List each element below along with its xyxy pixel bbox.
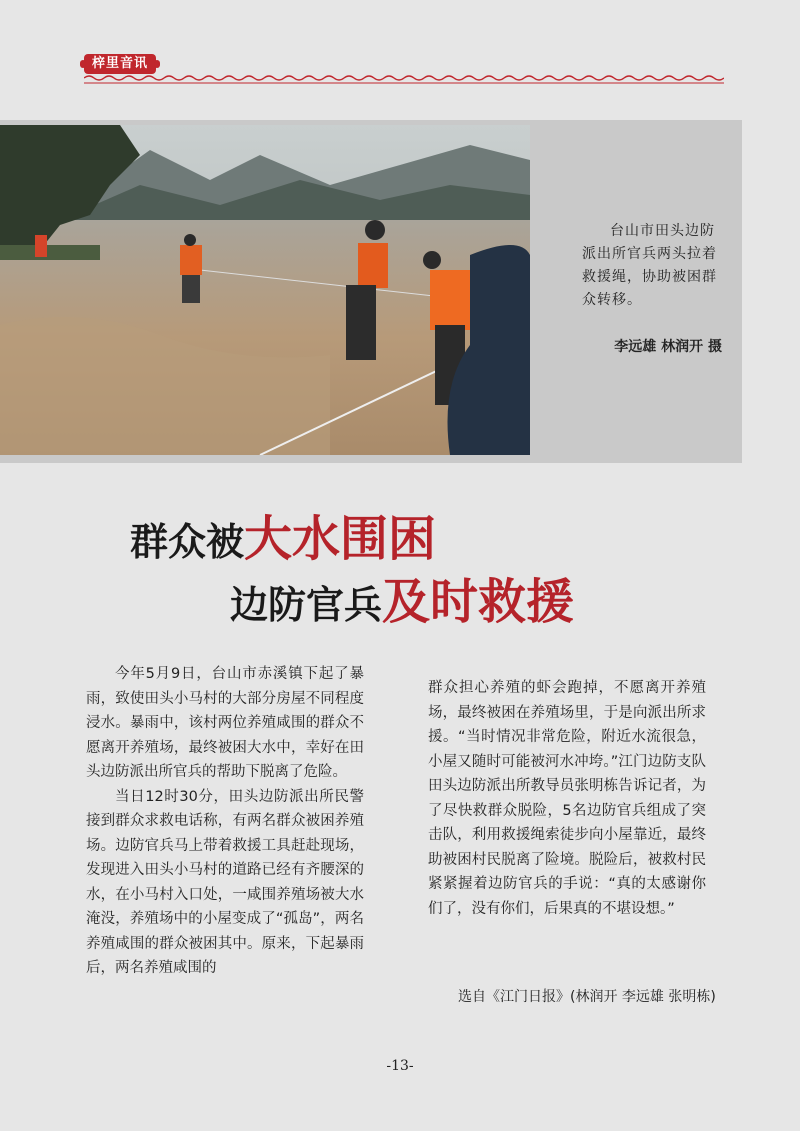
- article-source: 选自《江门日报》(林润开 李远雄 张明栋): [458, 989, 716, 1005]
- article-paragraph: 群众担心养殖的虾会跑掉，不愿离开养殖场，最终被困在养殖场里，于是向派出所求援。“当时情况非常危险，附近水流很急，小屋又随时可能被河水冲垮。”江门边防支队田头边防派出所教导员张明栋告诉记者，为了尽快救群众脱险，5名边防官兵组成了突击队，利用救援绳索徒步向小屋靠近，最终助被困村民脱离了险境。脱险后，被救村民紧紧握着边防官兵的手说：“真的太感谢你们了，没有你们，后果真的不堪设想。”: [428, 680, 706, 917]
- headline-line-1: [130, 500, 436, 569]
- article-paragraph: 今年5月9日，台山市赤溪镇下起了暴雨，致使田头小马村的大部分房屋不同程度浸水。暴雨中，该村两位养殖咸围的群众不愿离开养殖场，最终被困大水中，幸好在田头边防派出所官兵的帮助下脱离了危险。: [86, 666, 364, 780]
- flood-rescue-photo: [0, 125, 530, 455]
- headline-1-black: 群众被: [130, 519, 245, 564]
- page-number: -13-: [386, 1058, 414, 1074]
- headline-line-2: [230, 563, 574, 632]
- article-column-right: [428, 676, 706, 921]
- photo-credit: 李远雄 林润开 摄: [614, 339, 722, 355]
- headline-2-black: 边防官兵: [230, 582, 383, 627]
- photo-caption: 台山市田头边防派出所官兵两头拉着救援绳，协助被困群众转移。: [582, 223, 717, 308]
- article-column-left: [86, 662, 364, 981]
- headline-1-red: 大水围困: [244, 511, 437, 567]
- article-paragraph: 当日12时30分，田头边防派出所民警接到群众求救电话称，有两名群众被困养殖场。边防官兵马上带着救援工具赶赴现场，发现进入田头小马村的道路已经有齐腰深的水，在小马村入口处，一咸围养殖场被大水淹没，养殖场中的小屋变成了“孤岛”，两名养殖咸围的群众被困其中。原来，下起暴雨后，两名养殖咸围的: [86, 788, 364, 976]
- decorative-wave-rule: [84, 74, 724, 86]
- section-badge: 梓里音讯: [84, 54, 156, 74]
- headline-2-red: 及时救援: [382, 574, 575, 630]
